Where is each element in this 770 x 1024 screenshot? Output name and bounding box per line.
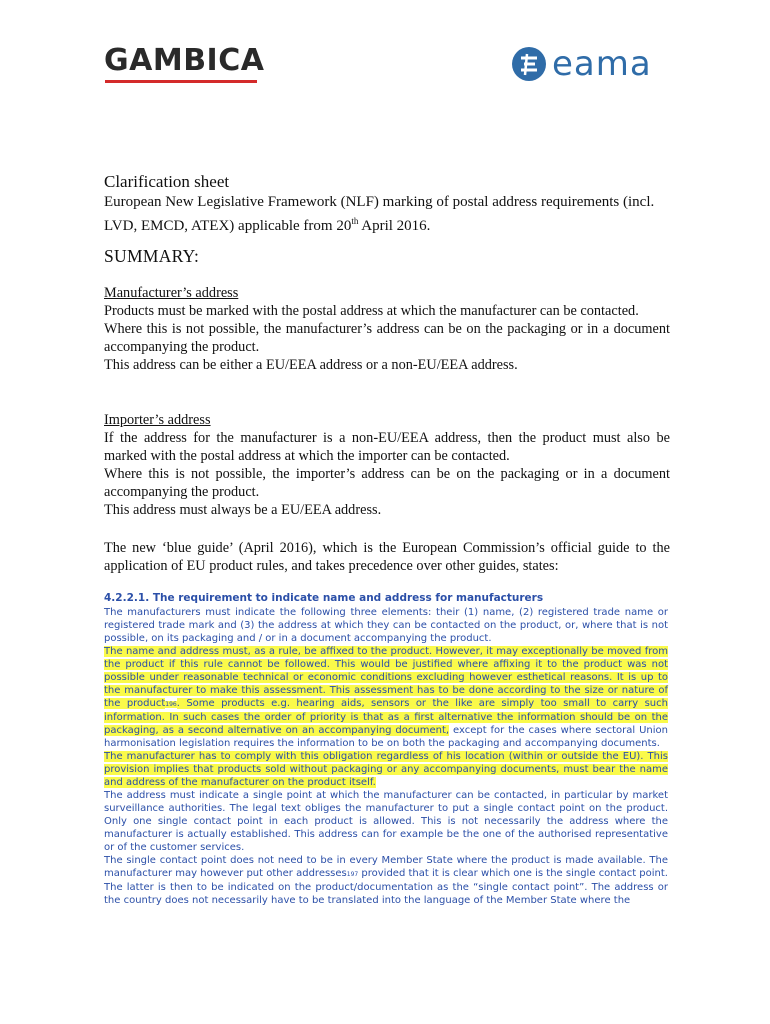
subtitle-superscript: th bbox=[351, 216, 359, 226]
excerpt-paragraph: The address must indicate a single point at which the manufacturer can be contacted, in particular by market surveillance authorities. The legal text obliges the manufacturer to put a single contact point on the product. Only one single contact point in each product is allowed. This is not necessarily the address where the manufacturer is actually established. This address can for example be the one of the authorised representative or of the customer services. bbox=[104, 790, 668, 853]
footnote-ref: 197 bbox=[346, 871, 359, 878]
importer-heading: Importer’s address bbox=[104, 412, 211, 428]
subtitle-text: European New Legislative Framework (NLF) marking of postal address requirements (incl. LVD, EMCD, ATEX) applicable from 20 bbox=[104, 194, 655, 234]
subtitle-date: April 2016. bbox=[358, 218, 431, 234]
importer-paragraph: If the address for the manufacturer is a non-EU/EEA address, then the product must also be marked with the postal address at which the importer can be contacted. bbox=[104, 430, 670, 464]
eama-logo bbox=[510, 45, 652, 83]
excerpt-paragraph: The manufacturers must indicate the following three elements: their (1) name, (2) registered trade name or registered trade mark and (3) the address at which they can be contacted on the product, or, where that is not possible, on its packaging and / or in a document accompanying the product. bbox=[104, 607, 668, 644]
page-title: Clarification sheet bbox=[104, 172, 230, 191]
manufacturer-paragraph: Where this is not possible, the manufacturer’s address can be on the packaging or in a document accompanying the product. bbox=[104, 321, 670, 355]
manufacturer-paragraph: Products must be marked with the postal address at which the manufacturer can be contacted. bbox=[104, 303, 639, 319]
excerpt-paragraph-highlighted bbox=[104, 645, 668, 750]
gambica-logo: GAMBICA bbox=[104, 43, 265, 78]
highlighted-text: The name and address must, as a rule, be affixed to the product. However, it may exceptionally be moved from the product if this rule cannot be followed. This would be justified where affixing it to the product was not possible under reasonable technical or economic conditions excluding however esthetical reasons. It is up to the manufacturer to make this assessment. This assessment has to be done according to the size or nature of the product bbox=[104, 646, 668, 709]
gambica-logo-underline bbox=[105, 80, 257, 83]
highlighted-text: . Some products e.g. hearing aids, sensors or the like are simply too small to carry such information. In such cases the order of priority is that as a first alternative the information should be on the packaging, as a second alternative on an accompanying document, bbox=[104, 698, 668, 736]
excerpt-paragraph bbox=[104, 854, 668, 907]
highlighted-text: The manufacturer has to comply with this obligation regardless of his location (within or outside the EU). This provision implies that products sold without packaging or any accompanying documents, must bear the name and address of the manufacturer on the product itself. bbox=[104, 751, 668, 788]
manufacturer-paragraph: This address can be either a EU/EEA address or a non-EU/EEA address. bbox=[104, 357, 518, 373]
subtitle bbox=[104, 193, 669, 236]
eama-logo-text: eama bbox=[552, 44, 652, 84]
excerpt-text: The single contact point does not need to be in every Member State where the product is made available. The manufacturer may however put other addresses bbox=[104, 855, 668, 879]
importer-paragraph: Where this is not possible, the importer’s address can be on the packaging or in a document accompanying the product. bbox=[104, 466, 670, 500]
manufacturer-heading: Manufacturer’s address bbox=[104, 285, 239, 301]
blue-guide-intro: The new ‘blue guide’ (April 2016), which is the European Commission’s official guide to the application of EU product rules, and takes precedence over other guides, states: bbox=[104, 540, 670, 574]
blue-guide-excerpt bbox=[104, 592, 668, 907]
importer-paragraph: This address must always be a EU/EEA address. bbox=[104, 502, 382, 518]
manufacturer-section bbox=[104, 284, 670, 374]
excerpt-text: except for the cases where sectoral Union harmonisation legislation requires the information to be on both the packaging and accompanying documents. bbox=[104, 725, 668, 749]
summary-heading: SUMMARY: bbox=[104, 246, 200, 266]
excerpt-paragraph-highlighted bbox=[104, 750, 668, 789]
importer-section bbox=[104, 411, 670, 519]
eama-logo-mark-icon bbox=[510, 45, 548, 83]
excerpt-text: provided that it is clear which one is the single contact point. The latter is then to be indicated on the product/documentation as the “single contact point”. The address or the country does not necessarily have to be translated into the language of the Member State where the bbox=[104, 868, 668, 906]
footnote-ref: 196 bbox=[165, 701, 177, 708]
excerpt-heading: 4.2.2.1. The requirement to indicate name and address for manufacturers bbox=[104, 592, 544, 604]
